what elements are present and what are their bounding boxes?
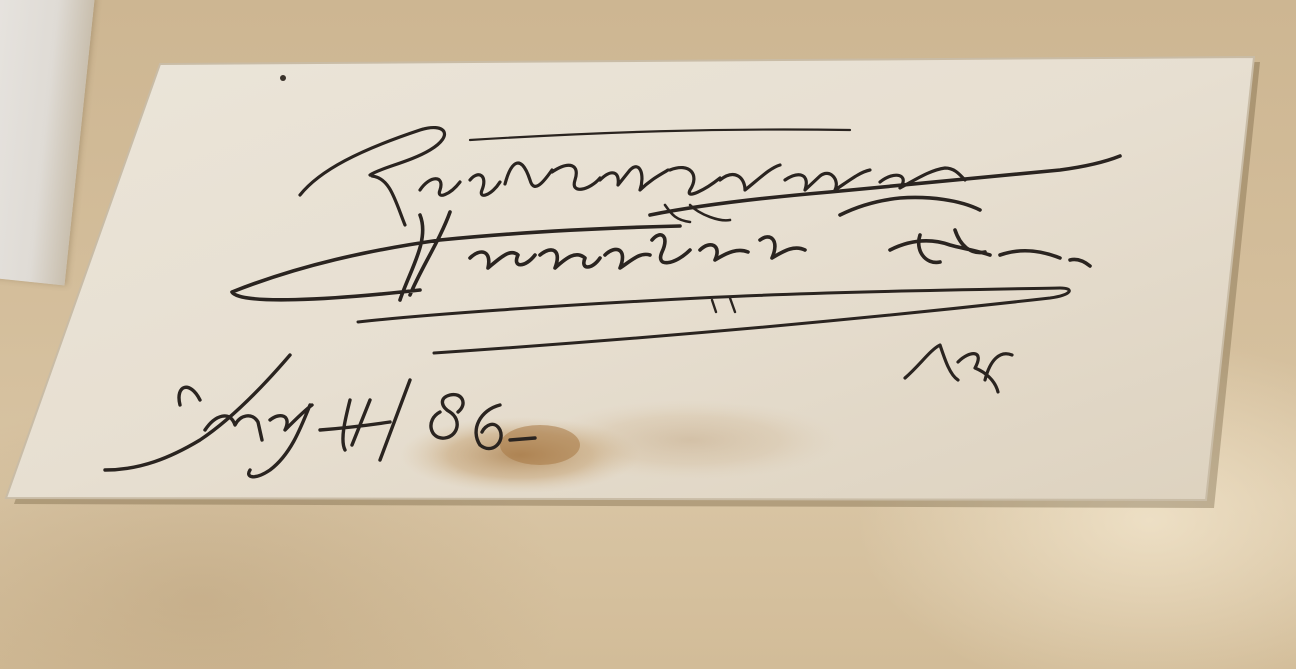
stain-mark-faint (540, 400, 840, 480)
date-text (174, 419, 342, 459)
signature-text (479, 224, 768, 270)
location-text (919, 358, 979, 393)
stain-speck (500, 425, 580, 465)
salutation-text (399, 139, 720, 179)
ink-dot (280, 75, 286, 81)
